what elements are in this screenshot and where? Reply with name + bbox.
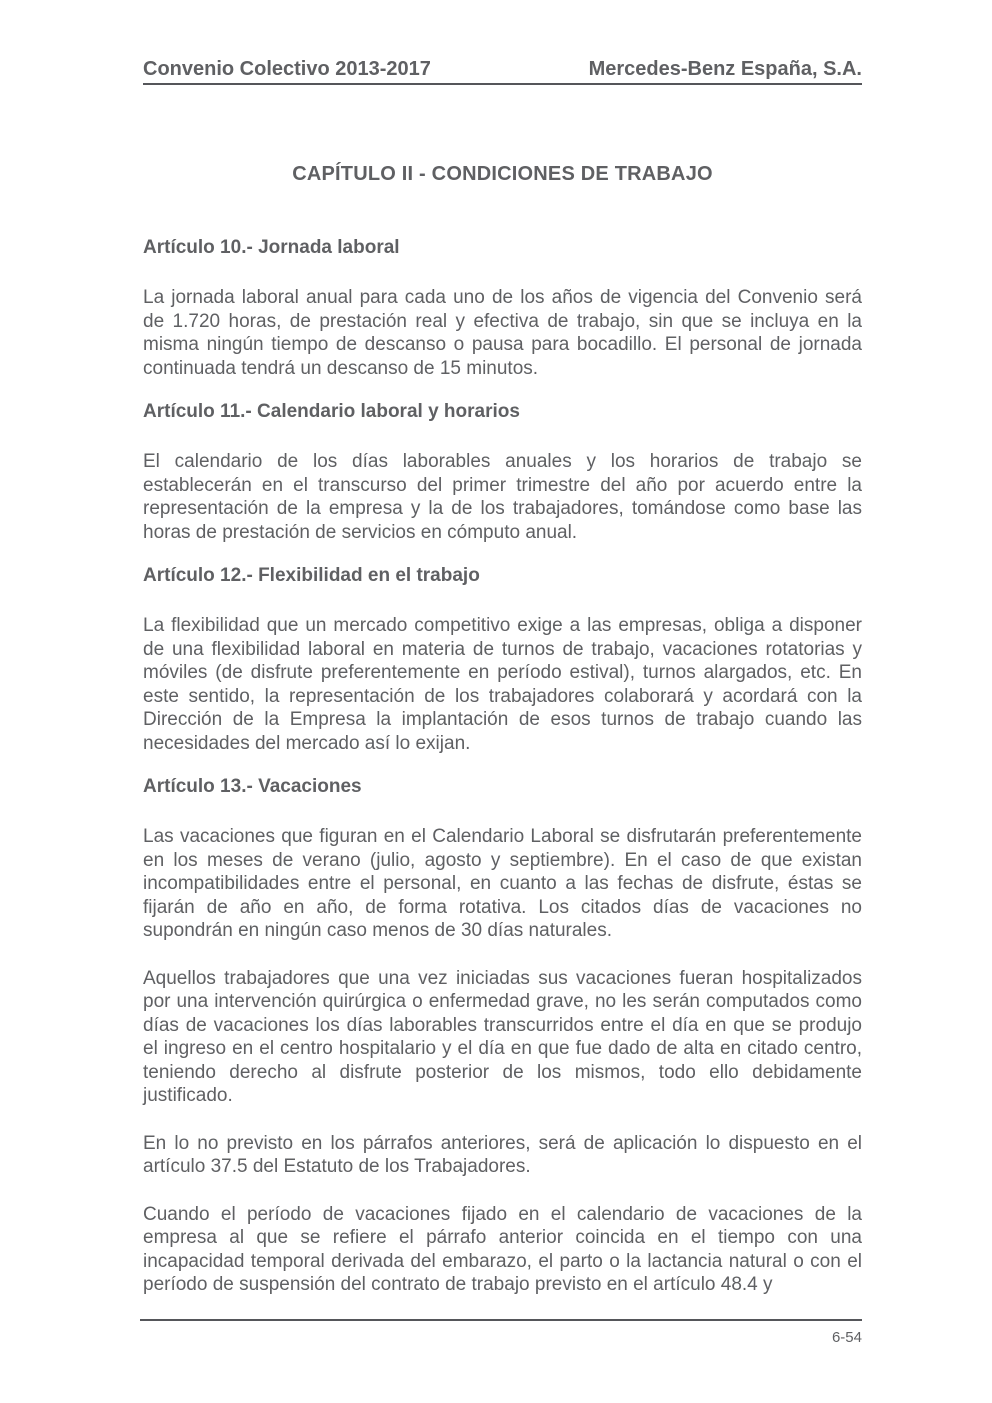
paragraph: El calendario de los días laborables anuales y los horarios de trabajo se establecerán en el transcurso del primer trimestre del año por acuerdo entre la representación de la empresa y la de los trabajadores, tomándose como base las horas de prestación de servicios en cómputo anual.: [143, 451, 862, 543]
header-document-title: Convenio Colectivo 2013-2017: [143, 58, 431, 80]
paragraph: Cuando el período de vacaciones fijado en el calendario de vacaciones de la empresa al que se refiere el párrafo anterior coincida en el tiempo con una incapacidad temporal derivada del embarazo, el parto o la lactancia natural o con el período de suspensión del contrato de trabajo previsto en el artículo 48.4 y: [143, 1203, 862, 1295]
article-13-section: [143, 775, 862, 1297]
header-company-name: Mercedes-Benz España, S.A.: [588, 58, 862, 80]
paragraph: En lo no previsto en los párrafos anteriores, será de aplicación lo dispuesto en el artículo 37.5 del Estatuto de los Trabajadores.: [143, 1132, 862, 1177]
paragraph: Las vacaciones que figuran en el Calendario Laboral se disfrutarán preferentemente en los meses de verano (julio, agosto y septiembre). En el caso de que existan incompatibilidades entre el personal, en cuanto a las fechas de disfrute, éstas se fijarán de año en año, de forma rotativa. Los citados días de vacaciones no supondrán en ningún caso menos de 30 días naturales.: [143, 826, 862, 941]
document-content: [143, 0, 862, 1297]
article-10-section: [143, 236, 862, 380]
page-footer: [140, 1319, 862, 1346]
article-11-heading: Artículo 11.- Calendario laboral y horarios: [143, 401, 520, 422]
article-11-section: [143, 400, 862, 544]
paragraph: La flexibilidad que un mercado competitivo exige a las empresas, obliga a disponer de una flexibilidad laboral en materia de turnos de trabajo, vacaciones rotatorias y móviles (de disfrute preferentemente en período estival), turnos alargados, etc. En este sentido, la representación de los trabajadores colaborará y acordará con la Dirección de la Empresa la implantación de esos turnos de trabajo cuando las necesidades del mercado así lo exijan.: [143, 615, 862, 754]
footer-rule: [140, 1319, 862, 1321]
article-10-heading: Artículo 10.- Jornada laboral: [143, 237, 400, 258]
paragraph: Aquellos trabajadores que una vez iniciadas sus vacaciones fueran hospitalizados por una intervención quirúrgica o enfermedad grave, no les serán computados como días de vacaciones los días laborables transcurridos entre el día en que se produjo el ingreso en el centro hospitalario y el día en que fue dado de alta en citado centro, teniendo derecho al disfrute posterior de los mismos, todo ello debidamente justificado.: [143, 967, 862, 1106]
page-header: [143, 59, 862, 85]
article-12-heading: Artículo 12.- Flexibilidad en el trabajo: [143, 565, 480, 586]
page-number: 6-54: [831, 1329, 862, 1346]
article-12-section: [143, 564, 862, 755]
article-13-heading: Artículo 13.- Vacaciones: [143, 776, 362, 797]
chapter-title: CAPÍTULO II - CONDICIONES DE TRABAJO: [292, 163, 713, 185]
paragraph: La jornada laboral anual para cada uno de los años de vigencia del Convenio será de 1.720 horas, de prestación real y efectiva de trabajo, sin que se incluya en la misma ningún tiempo de descanso o pausa para bocadillo. El personal de jornada continuada tendrá un descanso de 15 minutos.: [143, 287, 862, 379]
